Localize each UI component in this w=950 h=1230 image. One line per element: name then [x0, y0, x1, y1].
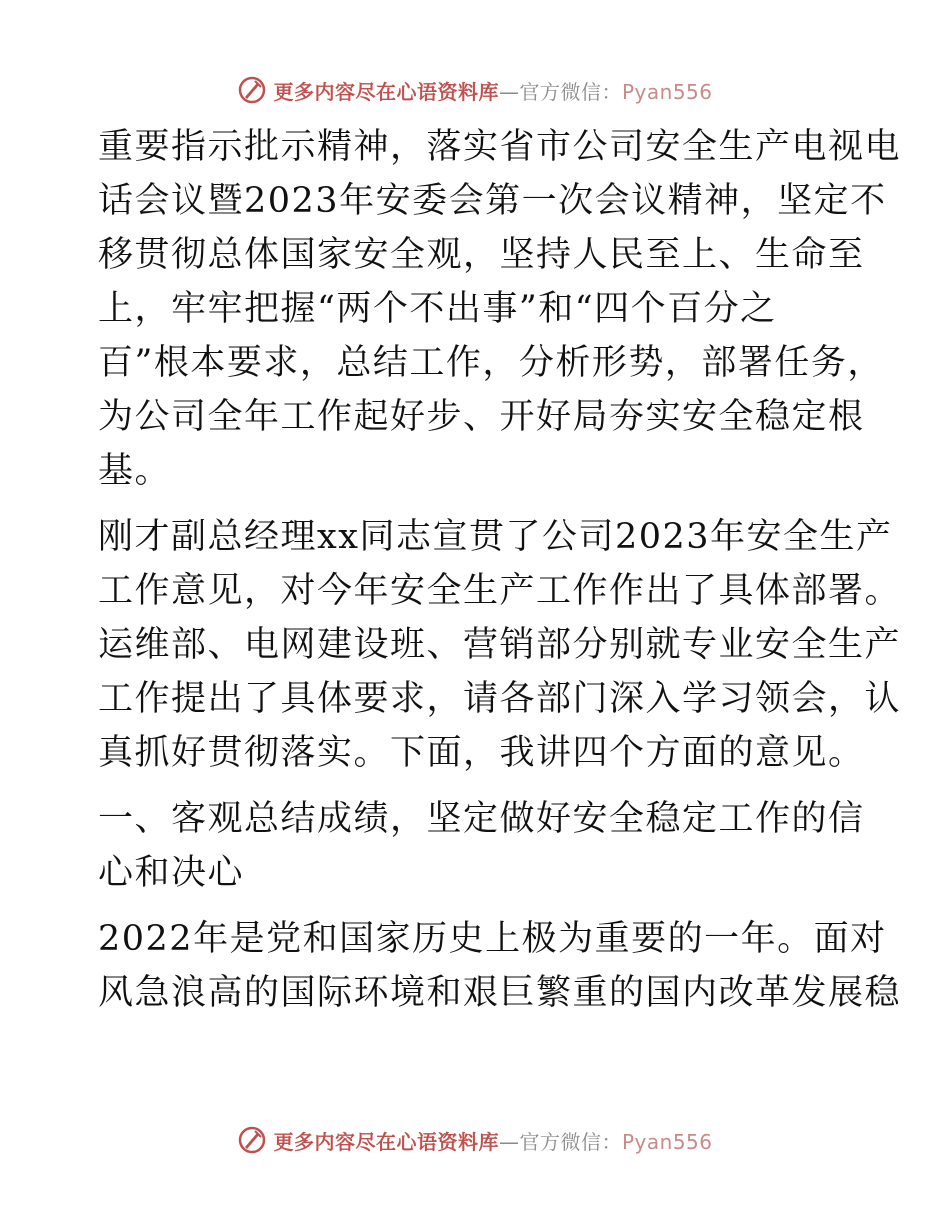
watermark-main: 更多内容尽在心语资料库: [273, 1129, 499, 1154]
watermark-wechat-label: 官方微信：: [519, 79, 622, 104]
document-body: [98, 120, 902, 1020]
text-line: 刚才副总经理xx同志宣贯了公司2023年安全生产: [98, 517, 893, 557]
text-line: 话会议暨2023年安委会第一次会议精神，坚定不: [98, 181, 887, 221]
text-line: 工作提出了具体要求，请各部门深入学习领会，认: [98, 679, 902, 719]
watermark-text: [273, 1126, 712, 1155]
paragraph-2: [98, 510, 902, 780]
watermark-wechat-id: Pyan556: [621, 79, 713, 104]
text-line: 百”根本要求，总结工作，分析形势，部署任务，: [98, 343, 884, 383]
text-line: 2022年是党和国家历史上极为重要的一年。面对: [98, 919, 887, 959]
text-line: 上，牢牢把握“两个不出事”和“四个百分之: [98, 289, 777, 329]
quill-logo-icon: [237, 75, 267, 105]
watermark-text: [273, 76, 712, 105]
watermark-dash: —: [498, 1129, 520, 1154]
watermark-main: 更多内容尽在心语资料库: [273, 79, 499, 104]
section-heading-1: [98, 792, 865, 900]
header-watermark: [0, 70, 950, 110]
watermark-dash: —: [498, 79, 520, 104]
text-line: 重要指示批示精神，落实省市公司安全生产电视电: [98, 127, 902, 167]
watermark-wechat-id: Pyan556: [621, 1129, 713, 1154]
paragraph-1: [98, 120, 902, 498]
text-line: 运维部、电网建设班、营销部分别就专业安全生产: [98, 625, 902, 665]
text-line: 风急浪高的国际环境和艰巨繁重的国内改革发展稳: [98, 973, 902, 1013]
text-line: 真抓好贯彻落实。下面，我讲四个方面的意见。: [98, 733, 865, 773]
heading-line: 一、客观总结成绩，坚定做好安全稳定工作的信: [98, 799, 865, 839]
paragraph-3: [98, 912, 902, 1020]
quill-logo-icon: [237, 1125, 267, 1155]
footer-watermark: [0, 1120, 950, 1160]
text-line: 工作意见，对今年安全生产工作作出了具体部署。: [98, 571, 902, 611]
text-line: 基。: [98, 451, 172, 491]
text-line: 为公司全年工作起好步、开好局夯实安全稳定根: [98, 397, 865, 437]
heading-line: 心和决心: [98, 853, 245, 893]
watermark-wechat-label: 官方微信：: [519, 1129, 622, 1154]
text-line: 移贯彻总体国家安全观，坚持人民至上、生命至: [98, 235, 865, 275]
